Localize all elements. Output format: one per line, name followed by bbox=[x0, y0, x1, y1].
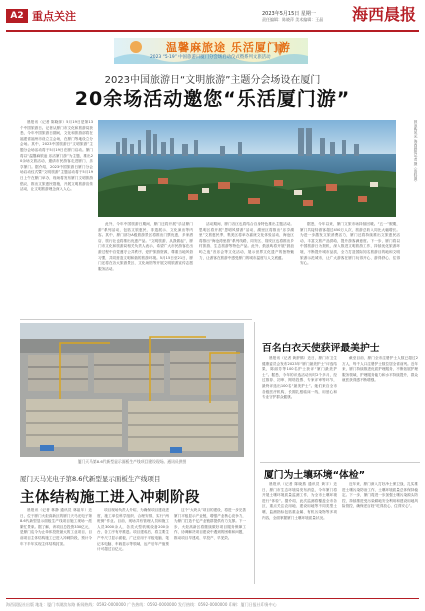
story1-photo-caption: 鼓浪屿风光 海西晨报记者 摄（资料图） bbox=[414, 120, 418, 184]
banner-title: 温馨麻旅途 乐活厦门游 bbox=[166, 41, 291, 54]
construction-site-image bbox=[20, 323, 244, 457]
section-tag: A2 bbox=[6, 9, 28, 23]
story1-kicker: 2023中国旅游日“文明旅游”主题分会场设在厦门 bbox=[104, 75, 321, 86]
city-skyline-image bbox=[98, 120, 396, 217]
story2-column-3 bbox=[174, 508, 246, 592]
story2-text: 这个“大块头”项目的建设，将进一步完善厦门平板显示产业链，增强产业核心竞争力，为厦门打造千亿产业链群提供有力支撑。下一步，火炬高新区将继续做好项目服务保障工作，协调解决项目建设中遇到的困难和问题，推动项目早建成、早投产、早见效。 bbox=[174, 508, 246, 540]
story2-photo[interactable] bbox=[20, 323, 244, 457]
footer-rule bbox=[6, 598, 419, 599]
section-title: 重点关注 bbox=[32, 10, 76, 23]
story3-text: 截至目前，厦门全市注册护士人数已超过2万人，每千人口注册护士数位居全省前列。近年来，厦门持续推进优质护理服务，不断拓展护理服务领域，护理服务能力和水平持续提升，群众就医获得感不断增强。 bbox=[342, 356, 418, 383]
story3-text: 晨报讯（记者 黄舒鹤）近日，厦门市卫生健康委员会发布2023年“厦门最美护士”评选结果，陈丽芳等100名护士获评“厦门最美护士”。据悉，今年的评选活动历时2个多月，经过推荐、初审、网络投票、专家评审等环节，最终评选出100名“最美护士”。她们来自全市各级医疗机构，长期扎根临床一线，用爱心和专业守护群众健康。 bbox=[262, 356, 337, 400]
story2-text: 晨报讯（记者 林静 通讯员 林祖年）近日，位于厦门火炬高新区的厦门天马光电子第8.6代新型显示面板生产线项目施工现场一派繁忙景象。据了解，该项目总投资330亿元，是厦门迄今为止单体投资最大的工业项目，目前项目主体结构施工已进入冲刺阶段，预计今年下半年实现主体结构封顶。 bbox=[20, 508, 92, 546]
story1-column-2 bbox=[98, 222, 193, 315]
footer-info: 海西晨报社出版 地址：厦门市湖滨东路 新闻热线：0592-0000000 广告热线：0592-0000000 发行热线：0592-0000000 印刷：厦门日报社印务中心 bbox=[6, 602, 277, 607]
divider bbox=[20, 319, 252, 320]
story3-column-1 bbox=[262, 356, 337, 460]
story2-photo-caption: 厦门天马第8.6代新型显示面板生产线项目建设现场。通讯员供图 bbox=[77, 459, 187, 464]
story2-text: 项目现场负责人介绍，为确保项目建设进度，施工单位科学组织、合理安排，实行“两班倒”作业。目前，现场共有管理人员和施工人员3000余人，各类大型机械设备200余台，各工序有序推进。项目建成后，将主要生产中尺寸显示面板，广泛应用于平板电脑、笔记本电脑、车载显示等领域，达产后年产值预计可超过百亿元。 bbox=[97, 508, 169, 552]
header-rule bbox=[6, 30, 419, 32]
masthead bbox=[0, 0, 425, 30]
story1-text: 此外，今年中国旅游日期间，厦门还将开展“乐活厦门游”系列活动，包括文旅惠民、非遗展示、文化演出等内容。其中，厦门部分A级旅游景区将推出门票优惠，多家酒店、旅行社也将推出优惠产品。“文明旅游，从我做起”，厦门市文化和旅游局相关负责人表示，希望广大市民游客在出游过程中自觉遵守公共秩序，爱护旅游资源，尊重当地风俗习惯，共同营造文明和谐的旅游环境。5月15日至21日，厦门还将在各大旅游景区、文化场馆等开展文明旅游宣传志愿服务活动。 bbox=[98, 222, 193, 271]
duty-line: 责任编辑：陈晓萍 美术编辑：王晶 bbox=[262, 17, 324, 22]
story2-column-1 bbox=[20, 508, 92, 592]
story1-headline[interactable]: 20余场活动邀您“乐活厦门游” bbox=[74, 88, 351, 110]
story1-column-1 bbox=[20, 120, 93, 316]
divider bbox=[254, 322, 255, 584]
story3-column-2 bbox=[342, 356, 418, 460]
story3-headline[interactable]: 百名白衣天使获评最美护士 bbox=[262, 343, 380, 354]
story4-column-2 bbox=[342, 482, 418, 592]
story2-column-2 bbox=[97, 508, 169, 592]
date-line: 2023年5月15日 星期一 bbox=[262, 11, 316, 17]
story1-photo[interactable] bbox=[98, 120, 396, 217]
story4-text: 近年来，厦门深入打好净土保卫战，扎实推进土壤污染防治工作，土壤环境质量总体保持稳定。下一步，厦门将进一步加强土壤污染源头防控，持续推进受污染耕地安全利用和建设用地风险管控，确保老百姓“吃得放心、住得安心”。 bbox=[342, 482, 418, 509]
story1-text: 活动期间，厦门各区也将结合自身特色推出主题活动。思明区将开展“思明风情游”活动，湖里区将推出“乐享湖里”文旅惠民季，集美区将举办嘉庚文化体验活动，海沧区将推出“海沧湾里游”系列线路，同安区、翔安区也将推出乡村旅游、生态旅游等特色产品。此外，鼓浪屿将开展“鼓浪屿之夜”音乐会等文化活动，展示世界文化遗产的独特魅力，让游客在旅游中感受厦门的城市温度与人文底蕴。 bbox=[199, 222, 294, 260]
story4-text: 晨报讯（记者 陈晓燕 通讯员 黄宇）近日，厦门市生态环境局发布消息，今年厦门将开展土壤环境质量监测工作，为全市土壤环境进行“体检”。据介绍，此次监测将覆盖全市各区，重点关注农用地、建设用地等不同类型土壤，监测指标包括重金属、有机污染物等多项内容，全面掌握厦门土壤环境质量状况。 bbox=[262, 482, 337, 520]
story1-text: 晨报讯（记者 陈晓萍）5月19日是第13个中国旅游日。记者从厦门市文化和旅游局获悉，今年中国旅游日期间，文化和旅游部将在福建省福州市设立主会场，在厦门等地设立分会场。其中，2023中国旅游日“文明旅游”主题分会场活动将于5月19日在厦门启动。厦门将以“温馨麻旅途 乐活厦门游”为主题，推出20余场文旅活动，邀请市民游客走进厦门、乐享厦门。据介绍，2023中国旅游日厦门分会场启动仪式暨“文明旅游”主题活动将于5月19日上午在厦门举办，现场将发布厦门文明旅游倡议，推出文旅惠民措施，开展文明旅游宣传活动，让文明旅游理念深入人心。 bbox=[20, 120, 93, 192]
divider bbox=[260, 462, 420, 463]
banner-subtitle: 2023 “5·19” 中国旅游日厦门分会场启动仪式暨系列文旅活动 bbox=[150, 55, 271, 60]
story2-kicker: 厦门天马光电子第8.6代新型显示面板生产线项目 bbox=[20, 475, 161, 483]
story1-column-4 bbox=[300, 222, 400, 322]
story4-column-1 bbox=[262, 482, 337, 592]
story4-headline[interactable]: 厦门为土壤环境“体检” bbox=[264, 470, 366, 481]
banner-ad[interactable] bbox=[114, 38, 308, 64]
story1-column-3 bbox=[199, 222, 294, 315]
paper-logo: 海西晨报 bbox=[351, 5, 416, 24]
story1-text: 据悉，今年以来，厦门文旅市场持续回暖。“五一”假期，厦门共接待游客超过450万人次，旅游总收入同比大幅增长。为进一步激发文旅消费活力，厦门还将持续推出文旅惠民活动，丰富文旅产品供给，提升游客满意度。下一步，厦门将以中国旅游日为契机，深入推进文明旅游工作，持续优化旅游环境，不断提升城市品质，全力打造国际知名旅游目的地和文明旅游示范城市，让广大游客在厦门玩得开心、游得舒心、住得安心。 bbox=[300, 222, 400, 266]
story2-headline[interactable]: 主体结构施工进入冲刺阶段 bbox=[20, 490, 200, 506]
